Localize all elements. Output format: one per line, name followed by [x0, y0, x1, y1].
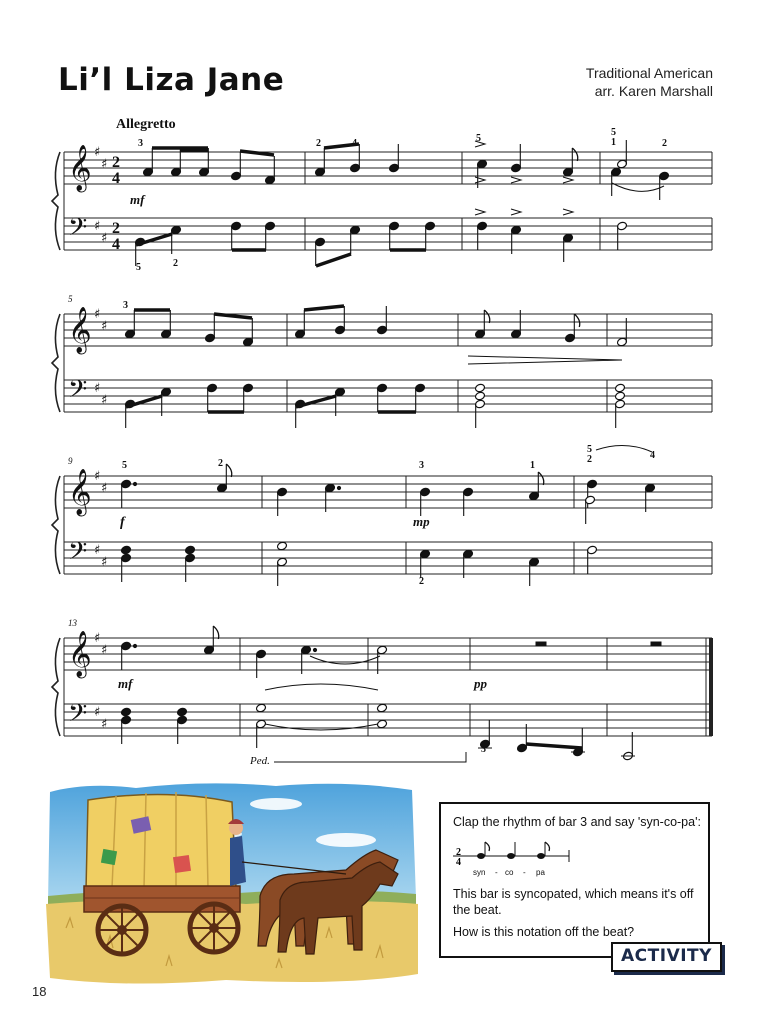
rhythm-note [507, 853, 515, 859]
sharp-sign: ♯ [94, 631, 101, 646]
sharp-sign: ♯ [94, 705, 101, 720]
rest [651, 642, 661, 646]
fingering-number: 2 [587, 454, 592, 465]
note [474, 391, 485, 401]
activity-question: How is this notation off the beat? [453, 925, 635, 939]
sharp-sign: ♯ [101, 319, 108, 334]
tie [265, 724, 378, 730]
syllable: - [523, 868, 526, 877]
sharp-sign: ♯ [94, 543, 101, 558]
bass-clef: 𝄢 [68, 699, 88, 734]
sharp-sign: ♯ [94, 219, 101, 234]
sharp-sign: ♯ [101, 643, 108, 658]
note [255, 703, 266, 713]
fingering-number: 4 [650, 450, 655, 461]
note [614, 383, 625, 393]
beam [526, 744, 582, 748]
fingering-number: 3 [138, 138, 143, 149]
activity-explanation: This bar is syncopated, which means it's off the beat. [453, 887, 694, 917]
tie [265, 684, 378, 690]
brace [52, 476, 60, 574]
activity-badge: ACTIVITY [611, 942, 722, 972]
page-number: 18 [32, 984, 47, 999]
syllable: - [495, 868, 498, 877]
note [184, 545, 195, 555]
flag [572, 148, 577, 161]
rhythm-example [451, 840, 591, 880]
beam [304, 306, 344, 310]
fingering-number: 5 [122, 460, 127, 471]
syllable: pa [536, 868, 545, 877]
sharp-sign: ♯ [101, 393, 108, 408]
dot [313, 648, 316, 651]
fingering-number: 2 [173, 258, 178, 269]
time-sig-top: 2 [456, 847, 461, 858]
dot [337, 486, 340, 489]
sharp-sign: ♯ [94, 469, 101, 484]
note [120, 545, 131, 555]
song-title: Li’l Liza Jane [58, 62, 285, 98]
brace [52, 314, 60, 412]
bass-clef: 𝄢 [68, 375, 88, 410]
rhythm-note [477, 853, 485, 859]
beam [316, 254, 351, 266]
accent-mark [563, 209, 573, 215]
activity-instruction: Clap the rhythm of bar 3 and say 'syn-co-pa': [453, 815, 701, 829]
treble-clef: 𝄞 [68, 469, 92, 515]
flag [226, 464, 231, 477]
sharp-sign: ♯ [94, 145, 101, 160]
dynamic-marking: mf [130, 192, 145, 207]
syllable: syn [473, 868, 486, 877]
flag [213, 626, 218, 639]
fingering-number: 5 [611, 127, 616, 138]
dot [133, 482, 136, 485]
beam [214, 314, 252, 318]
fingering-number: 3 [419, 460, 424, 471]
sharp-sign: ♯ [101, 481, 108, 496]
wagon-illustration [46, 778, 418, 988]
brace [52, 152, 60, 250]
flag [574, 314, 579, 327]
dynamic-marking: f [120, 515, 125, 530]
flag [538, 472, 543, 485]
sharp-sign: ♯ [94, 381, 101, 396]
fingering-number: 2 [662, 138, 667, 149]
tie [596, 445, 652, 452]
dot [133, 644, 136, 647]
fingering-number: 1 [611, 137, 616, 148]
time-signature-bottom: 4 [112, 170, 120, 187]
rhythm-note [537, 853, 545, 859]
sharp-sign: ♯ [101, 157, 108, 172]
note [376, 703, 387, 713]
rest [536, 642, 546, 646]
treble-clef: 𝄞 [68, 307, 92, 353]
fingering-number: 3 [481, 744, 486, 755]
accent-mark [475, 209, 485, 215]
dynamic-marking: mf [118, 676, 133, 691]
fingering-number: 2 [316, 138, 321, 149]
bass-clef: 𝄢 [68, 537, 88, 572]
time-sig-bottom: 4 [456, 857, 461, 868]
note [276, 541, 287, 551]
accent-mark [475, 177, 485, 183]
accent-mark [563, 177, 573, 183]
dynamic-marking: pp [474, 676, 487, 691]
measure-number: 5 [68, 294, 73, 304]
measure-number: 13 [68, 618, 77, 628]
accent-mark [511, 209, 521, 215]
brace [52, 638, 60, 736]
sharp-sign: ♯ [101, 231, 108, 246]
dynamic-marking: mp [413, 514, 430, 529]
time-signature-top: 2 [112, 220, 120, 237]
treble-clef: 𝄞 [68, 631, 92, 677]
bass-clef: 𝄢 [68, 213, 88, 248]
activity-box [439, 802, 710, 958]
pedal-line [274, 752, 466, 762]
sharp-sign: ♯ [101, 555, 108, 570]
note [376, 719, 387, 729]
note [120, 707, 131, 717]
tie [310, 656, 380, 664]
fingering-number: 2 [218, 458, 223, 469]
fingering-number: 5 [136, 262, 141, 273]
fingering-number: 1 [530, 460, 535, 471]
decrescendo-hairpin [468, 356, 622, 364]
accent-mark [511, 177, 521, 183]
measure-number: 9 [68, 456, 73, 466]
fingering-number: 4 [352, 138, 357, 149]
note [474, 383, 485, 393]
time-signature-bottom: 4 [112, 236, 120, 253]
fingering-number: 5 [587, 444, 592, 455]
pedal-marking: Ped. [250, 755, 270, 767]
time-signature-top: 2 [112, 154, 120, 171]
note [176, 707, 187, 717]
fingering-number: 2 [419, 576, 424, 587]
flag [484, 310, 489, 323]
arranger-credit: arr. Karen Marshall [594, 83, 713, 99]
fingering-number: 3 [123, 300, 128, 311]
sharp-sign: ♯ [94, 307, 101, 322]
tempo-marking: Allegretto [116, 117, 176, 132]
syllable: co [505, 868, 514, 877]
composer-credit: Traditional American [585, 65, 713, 81]
fingering-number: 5 [476, 133, 481, 144]
note [614, 391, 625, 401]
sharp-sign: ♯ [101, 717, 108, 732]
treble-clef: 𝄞 [68, 145, 92, 191]
